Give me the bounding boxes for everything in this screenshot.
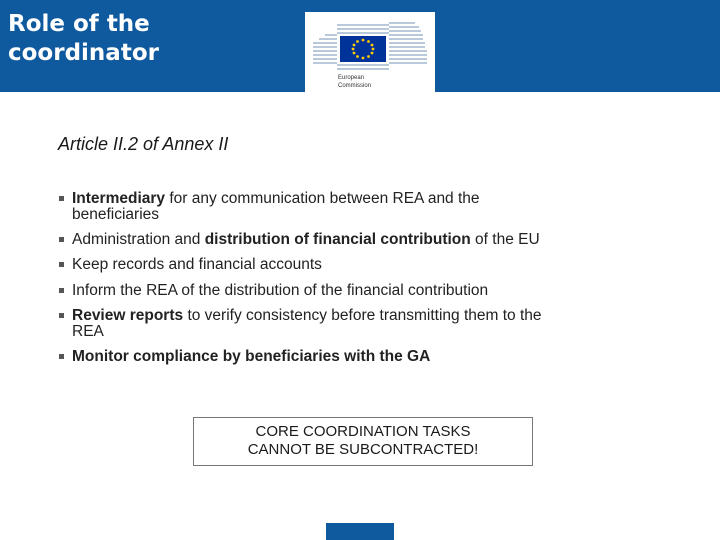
article-heading: Article II.2 of Annex II [58, 134, 229, 154]
bullet-continuation: REA [72, 322, 104, 340]
slide-title-line2: coordinator [8, 40, 159, 66]
logo-text [338, 74, 371, 90]
bullet-text: to verify consistency before transmitting them to the [183, 307, 542, 324]
bullet-bold-text: Review reports [72, 307, 184, 324]
logo-text-line1: European [338, 75, 365, 81]
slide-title-line1: Role of the [8, 11, 150, 37]
bullet-square-icon [59, 288, 64, 293]
slide-title [8, 10, 159, 68]
bullet-item [58, 278, 658, 304]
footer-accent-bar [326, 523, 394, 540]
bullet-item [58, 186, 658, 227]
callout-line1: CORE COORDINATION TASKS [255, 423, 471, 440]
bullet-bold-text: Intermediary [72, 190, 166, 207]
bullet-square-icon [59, 354, 64, 359]
bullet-item [58, 227, 658, 253]
bullet-bold-text: distribution of financial contribution [204, 230, 471, 248]
bullet-text: Keep records and financial accounts [72, 256, 322, 273]
bullet-item [58, 252, 658, 278]
bullet-text: Administration and [72, 230, 205, 248]
logo-text-line2: Commission [338, 83, 372, 89]
bullet-square-icon [59, 237, 64, 242]
bullet-text: for any communication between REA and the [165, 190, 480, 207]
eu-flag-building-icon [311, 16, 429, 74]
bullet-square-icon [59, 196, 64, 201]
bullet-item [58, 303, 658, 344]
bullet-list [58, 186, 658, 369]
bullet-bold-text: Monitor compliance by beneficiaries with the GA [72, 347, 431, 365]
bullet-square-icon [59, 313, 64, 318]
bullet-continuation: beneficiaries [72, 205, 160, 223]
callout-line2: CANNOT BE SUBCONTRACTED! [247, 441, 479, 458]
bullet-text: of the EU [470, 230, 540, 248]
callout-box [193, 417, 533, 466]
bullet-square-icon [59, 262, 64, 267]
european-commission-logo [305, 12, 435, 100]
bullet-text: Inform the REA of the distribution of the financial contribution [72, 281, 489, 299]
bullet-item [58, 344, 658, 370]
